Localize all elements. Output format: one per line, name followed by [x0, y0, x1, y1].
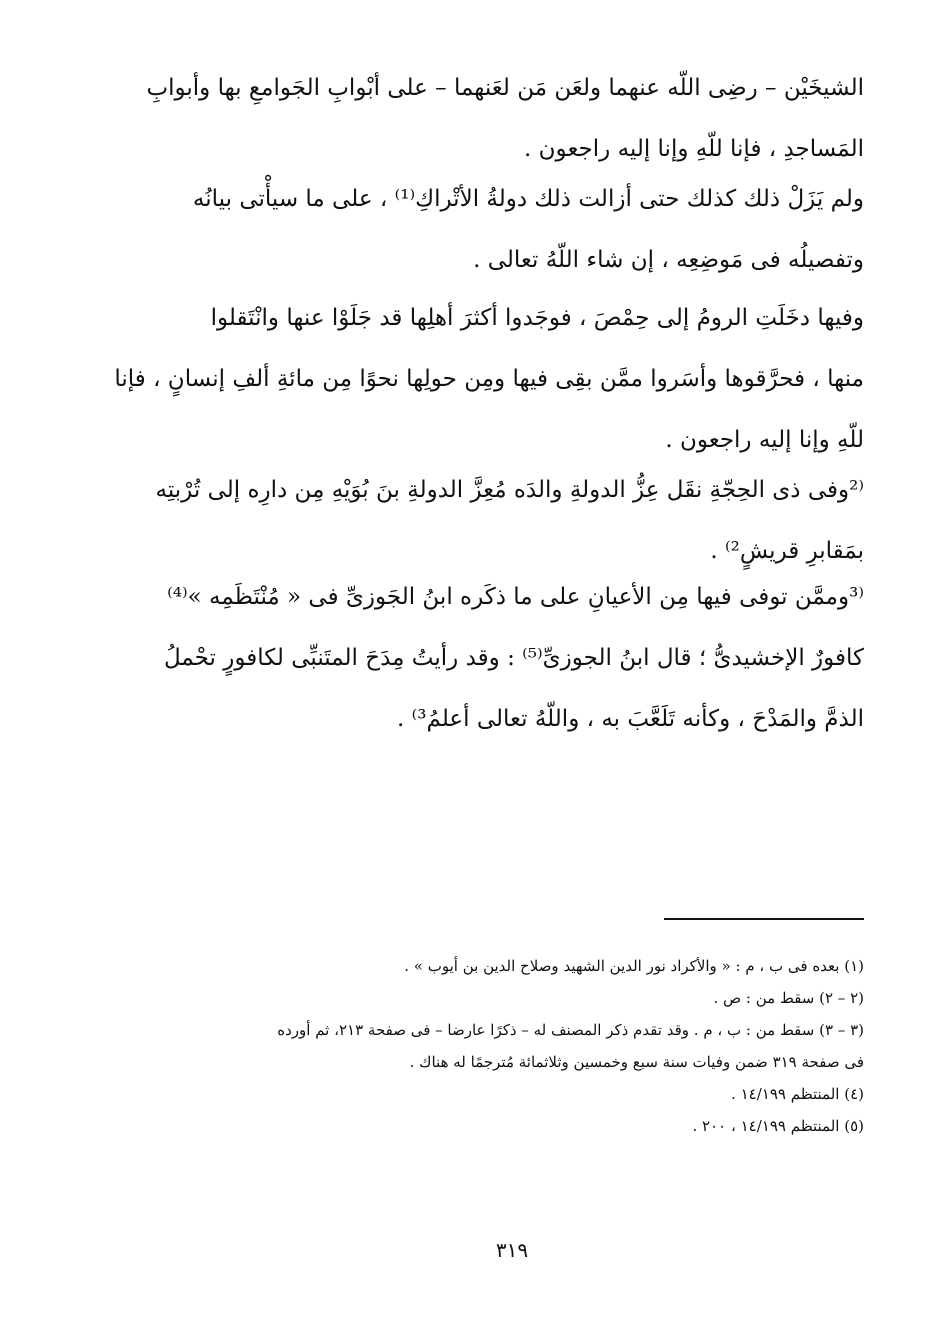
text-line: ولم يَزَلْ ذلك كذلك حتى أزالت ذلك دولةُ الأتْراكِ⁽¹⁾ ، على ما سيأْتى بيانُه	[192, 186, 864, 212]
paragraph-2	[160, 169, 864, 291]
footnote: (٤) المنتظم ١٤/١٩٩ .	[731, 1085, 864, 1103]
paragraph-1	[146, 58, 864, 180]
paragraph-3	[114, 288, 864, 471]
footnote: (٣ – ٣) سقط من : ب ، م . وقد تقدم ذكر المصنف له – ذكرًا عارضا – فى صفحة ٢١٣، ثم أورده	[277, 1021, 864, 1039]
text-line: ⁽³وممَّن توفى فيها مِن الأعيانِ على ما ذكَره ابنُ الجَوزىِّ فى « مُنْتَظَمِه »⁽⁴⁾	[167, 584, 864, 610]
text-line: بمَقابرِ قريشٍ²⁾ .	[710, 538, 864, 564]
text-line: للّهِ وإنا إليه راجعون .	[665, 427, 864, 453]
text-line: منها ، فحرَّقوها وأسَروا ممَّن بقِى فيها ومِن حولِها نحوًا مِن مائةِ ألفِ إنسانٍ ، فإنا	[114, 366, 864, 392]
footnote: (٢ – ٢) سقط من : ص .	[713, 989, 864, 1007]
text-line: ⁽²وفى ذى الحِجّةِ نقَل عِزُّ الدولةِ والدَه مُعِزَّ الدولةِ بنَ بُوَيْهِ مِن دارِه إلى تُرْبتِه	[155, 477, 864, 503]
document-page	[114, 0, 864, 1340]
text-line: المَساجدِ ، فإنا للّهِ وإنا إليه راجعون .	[524, 136, 864, 162]
footnotes	[160, 950, 864, 1142]
text-line: وفيها دخَلَتِ الرومُ إلى حِمْصَ ، فوجَدوا أكثرَ أهلِها قد جَلَوْا عنها وانْتَقلوا	[210, 305, 864, 331]
text-line: الشيخَيْن – رضِى اللّه عنهما ولعَن مَن لعَنهما – على أبْوابِ الجَوامعِ بها وأبوابِ	[146, 75, 864, 101]
page-number: ٣١٩	[495, 1238, 529, 1262]
paragraph-5	[160, 567, 864, 750]
text-line: وتفصيلُه فى مَوضِعِه ، إن شاء اللّهُ تعالى .	[473, 247, 864, 273]
footnote: (١) بعده فى ب ، م : « والأكراد نور الدين الشهيد وصلاح الدين بن أيوب » .	[404, 957, 864, 975]
text-line: كافورٌ الإخشيدىُّ ؛ قال ابنُ الجوزىِّ⁽⁵⁾ : وقد رأيتُ مِدَحَ المتَنبِّى لكافورٍ تحْملُ	[163, 645, 864, 671]
text-line: الذمَّ والمَدْحَ ، وكأنه تَلَعَّبَ به ، واللّهُ تعالى أعلمُ³⁾ .	[397, 706, 864, 732]
footnote-separator	[664, 918, 864, 920]
footnote: فى صفحة ٣١٩ ضمن وفيات سنة سبع وخمسين وثلاثمائة مُترجمًا له هناك .	[409, 1053, 864, 1071]
footnote: (٥) المنتظم ١٤/١٩٩ ، ٢٠٠ .	[692, 1117, 864, 1135]
paragraph-4	[155, 460, 864, 582]
